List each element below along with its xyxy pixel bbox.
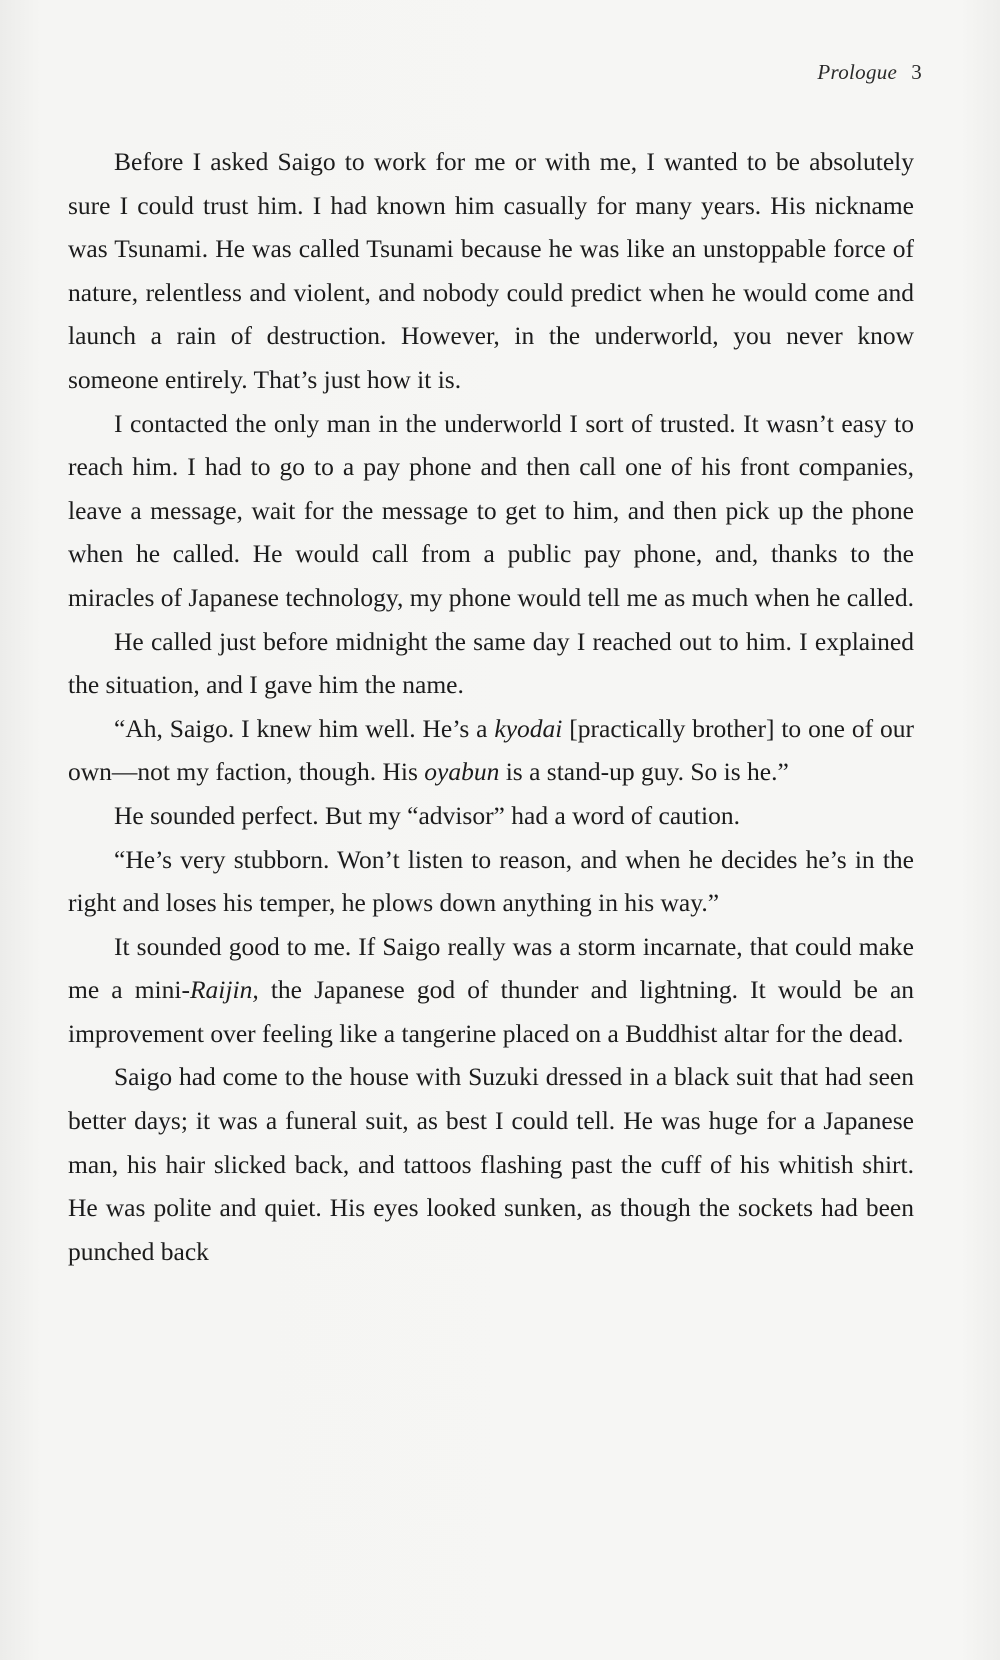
running-head	[817, 60, 922, 85]
chapter-title: Prologue	[817, 60, 898, 84]
text-run: Saigo had come to the house with Suzuki dressed in a black suit that had seen better days; it was a funeral suit, as best I could tell. He was huge for a Japanese man, his hair slicked back, and tattoos flashing past the cuff of his whitish shirt. He was polite and quiet. His eyes looked sunken, as though the sockets had been punched back	[68, 1062, 914, 1266]
paragraph	[68, 707, 914, 794]
paragraph	[68, 402, 914, 620]
page-number: 3	[911, 60, 922, 84]
text-run: I contacted the only man in the underworld I sort of trusted. It wasn’t easy to reach him. I had to go to a pay phone and then call one of his front companies, leave a message, wait for the message to get to him, and then pick up the phone when he called. He would call from a public pay phone, and, thanks to the miracles of Japanese technology, my phone would tell me as much when he called.	[68, 408, 914, 612]
text-run: “He’s very stubborn. Won’t listen to reason, and when he decides he’s in the right and loses his temper, he plows down anything in his way.”	[68, 844, 914, 918]
text-run: “Ah, Saigo. I knew him well. He’s a	[114, 713, 495, 743]
body-text	[68, 140, 914, 1273]
paragraph	[68, 925, 914, 1056]
text-run: Before I asked Saigo to work for me or with me, I wanted to be absolutely sure I could trust him. I had known him casually for many years. His nickname was Tsunami. He was called Tsunami because he was like an unstoppable force of nature, relentless and violent, and nobody could predict when he would come and launch a rain of destruction. However, in the underworld, you never know someone entirely. That’s just how it is.	[68, 147, 914, 394]
text-run: He called just before midnight the same day I reached out to him. I explained the situation, and I gave him the name.	[68, 626, 914, 700]
text-run: It sounded good to me. If Saigo really was a storm incarnate, that could make me a mini-	[68, 931, 914, 1005]
italic-term: oyabun	[424, 757, 500, 787]
paragraph	[68, 140, 914, 402]
text-run: [practically brother] to one of our own—not my faction, though. His	[68, 713, 914, 787]
paragraph	[68, 1055, 914, 1273]
text-run: is a stand-up guy. So is he.”	[499, 757, 789, 787]
italic-term: kyodai	[494, 713, 563, 743]
text-run: He sounded perfect. But my “advisor” had a word of caution.	[114, 800, 740, 830]
paragraph	[68, 620, 914, 707]
paragraph	[68, 794, 914, 838]
italic-term: Raijin,	[189, 975, 259, 1005]
paragraph	[68, 838, 914, 925]
text-run: the Japanese god of thunder and lightning. It would be an improvement over feeling like a tangerine placed on a Buddhist altar for the dead.	[68, 975, 915, 1048]
